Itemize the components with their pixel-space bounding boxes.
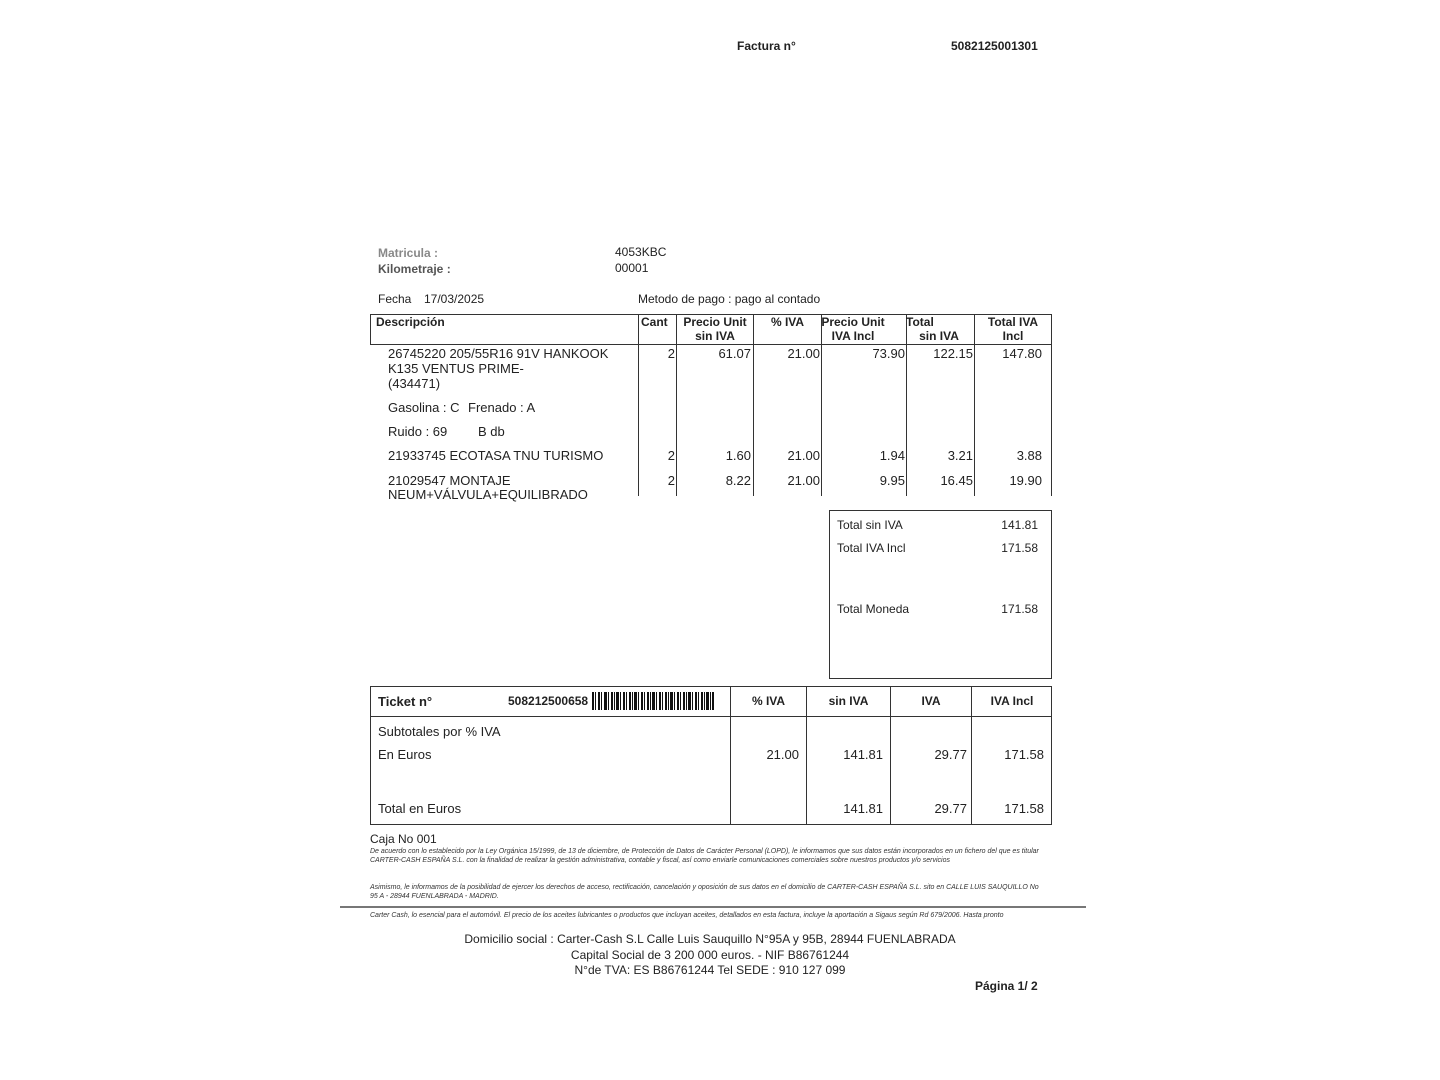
ticket-total-iva: 29.77 [934,801,967,816]
ticket-col-inc: IVA Incl [990,694,1034,708]
total-sin-iva-value: 141.81 [1001,518,1038,532]
barcode-graphic [592,692,714,710]
barcode [592,692,714,710]
total-moneda-value: 171.58 [1001,602,1038,616]
fuel-label: Gasolina : C [388,400,460,415]
km-label: Kilometraje : [378,262,451,276]
legal-text-3: Carter Cash, lo esencial para el automóvil. El precio de los aceites lubricantes o productos que incluyan aceites, detallados en esta factura, incluye la aportación a Sigaus según Rd 679/2006. Hasta pronto [370,912,1004,919]
col-tot-inc-header: Total IVA Incl [987,315,1039,343]
km-value: 00001 [615,261,649,275]
ticket-iva-value: 29.77 [934,747,967,762]
total-iva-incl-label: Total IVA Incl [837,541,906,555]
legal-text-2: Asimismo, le informamos de la posibilidad de ejercer los derechos de acceso, rectificación, cancelación y oposición de sus datos en el domicilio de CARTER-CASH ESPAÑA S.L. sito en CALLE LUIS SAUQUILLO No 95 A - 28944 FUENLABRADA - MADRID. [370,884,1039,900]
col-unit-ex-header: Precio Unit sin IVA [683,315,747,343]
footer-tva: N°de TVA: ES B86761244 Tel SEDE : 910 127 099 [574,963,846,977]
col-unit-inc-header: Precio Unit IVA Incl [821,315,885,343]
caja-number: Caja No 001 [370,832,437,846]
date-value: 17/03/2025 [424,292,485,306]
col-qty-header: Cant [641,315,668,329]
date-label: Fecha [378,292,412,306]
noise-class: B db [478,424,505,439]
ticket-label: Ticket n° [378,694,433,709]
ticket-inc-value: 171.58 [1004,747,1044,762]
plate-value: 4053KBC [615,245,667,259]
euros-label: En Euros [378,747,432,762]
payment-method: Metodo de pago : pago al contado [638,292,821,306]
legal-text-1: De acuerdo con lo establecido por la Ley Orgánica 15/1999, de 13 de diciembre, de Protección de Datos de Carácter Personal (LOPD), le informamos que sus datos están incorporados en un fichero del que es titular CARTER-CASH ESPAÑA S.L. con la finalidad de realizar la gestión administrativa, contable y fiscal, así como enviarle comunicaciones comerciales sobre nuestros productos y/o servicios [370,848,1039,864]
footer-address: Domicilio social : Carter-Cash S.L Calle Luis Sauquillo N°95A y 95B, 28944 FUENLABRADA [464,932,956,946]
ticket-col-vat: % IVA [751,694,786,708]
plate-label: Matricula : [378,246,439,260]
ticket-total-inc: 171.58 [1004,801,1044,816]
ticket-number: 508212500658 [508,694,589,708]
total-moneda-label: Total Moneda [837,602,910,616]
totals-box [829,510,1052,679]
brake-label: Frenado : A [468,400,536,415]
total-iva-incl-value: 171.58 [1001,541,1038,555]
ticket-col-ex: sin IVA [828,694,869,708]
ticket-ex-value: 141.81 [843,747,883,762]
ticket-col-iva: IVA [921,694,941,708]
ticket-total-ex: 141.81 [843,801,883,816]
page-number: Página 1/ 2 [975,979,1038,993]
col-vat-header: % IVA [770,315,805,329]
invoice-label: Factura n° [737,39,796,53]
subtotal-label: Subtotales por % IVA [378,724,501,739]
total-euros-label: Total en Euros [378,801,462,816]
total-sin-iva-label: Total sin IVA [837,518,903,532]
footer-capital: Capital Social de 3 200 000 euros. - NIF B86761244 [570,948,850,962]
col-tot-ex-header: Total sin IVA [906,315,959,343]
col-desc-header: Descripción [376,315,445,329]
noise-label: Ruido : 69 [388,424,448,439]
invoice-number: 5082125001301 [951,39,1038,53]
ticket-vat-rate: 21.00 [766,747,799,762]
